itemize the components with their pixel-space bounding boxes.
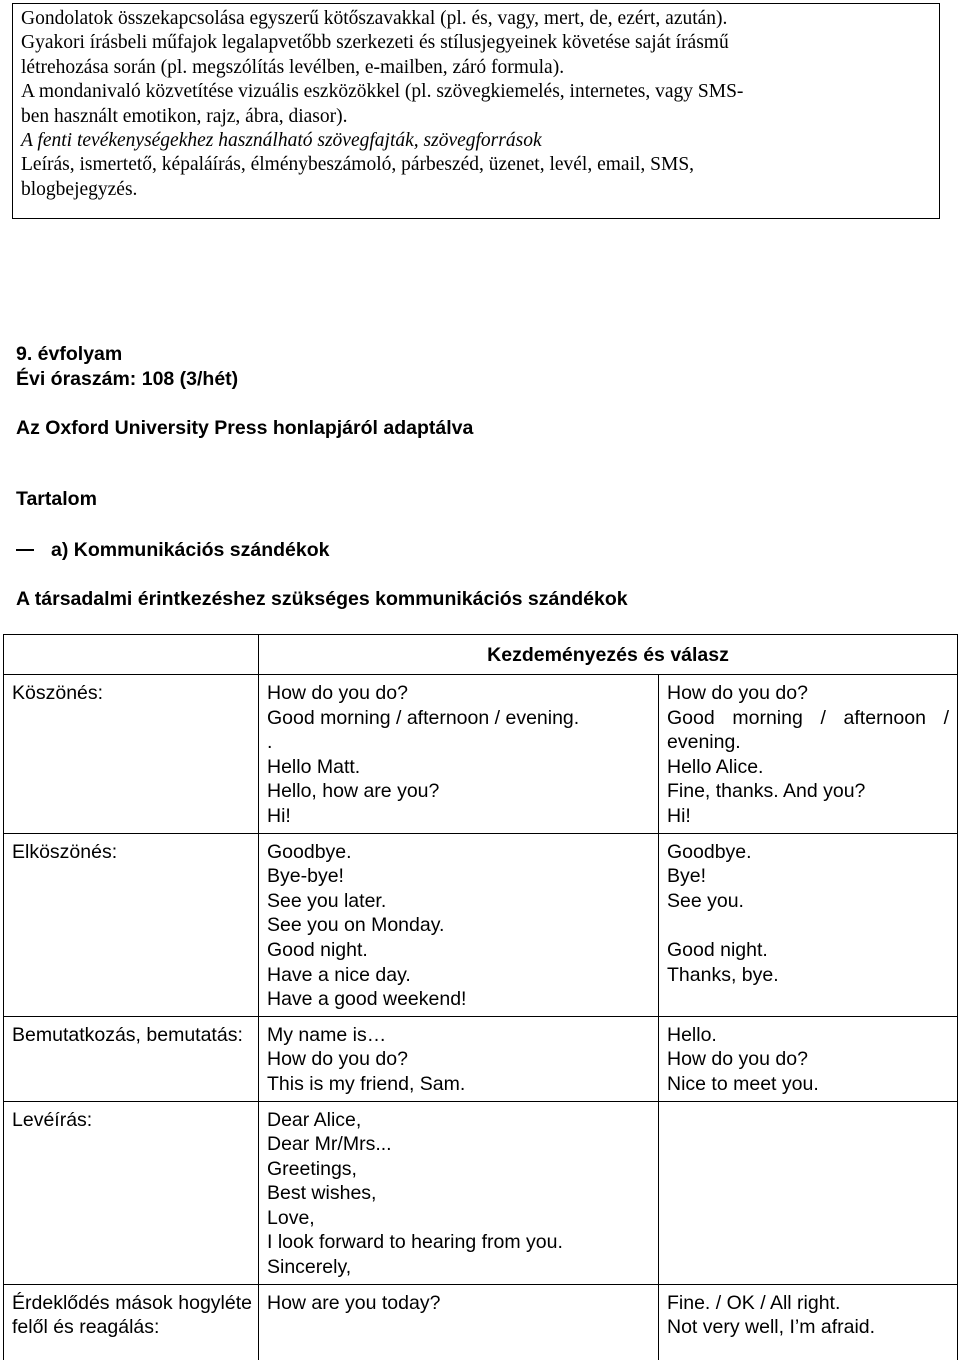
phrase: Not very well, I’m afraid.: [667, 1316, 876, 1339]
initiation-cell: [259, 675, 659, 834]
table-header-row: [4, 635, 958, 675]
row-label: Elköszönés:: [4, 833, 259, 1016]
section-a-label: a) Kommunikációs szándékok: [51, 539, 330, 561]
phrase: Fine, thanks. And you?: [667, 780, 866, 803]
phrase: Goodbye.: [267, 840, 352, 863]
phrase: See you.: [667, 889, 744, 912]
table-row: [4, 833, 958, 1016]
phrase: How do you do?: [667, 1048, 808, 1071]
phrase: Good morning / afternoon / evening.: [267, 706, 580, 729]
contents-heading: Tartalom: [16, 488, 97, 510]
communication-table: [3, 634, 958, 1360]
initiation-cell: [259, 1101, 659, 1284]
box-line: Gondolatok összekapcsolása egyszerű kötőszavakkal (pl. és, vagy, mert, de, ezért, azután).: [21, 8, 728, 29]
response-cell-empty: [659, 1101, 958, 1284]
phrase: Goodbye.: [667, 840, 752, 863]
text-types-heading: A fenti tevékenységekhez használható szövegfajták, szövegforrások: [21, 130, 542, 152]
response-cell: [659, 1284, 958, 1360]
response-cell: [659, 675, 958, 834]
source-note: Az Oxford University Press honlapjáról adaptálva: [16, 417, 474, 439]
box-line: ben használt emotikon, rajz, ábra, diasor).: [21, 105, 348, 127]
text-types-line: Leírás, ismertető, képaláírás, élménybeszámoló, párbeszéd, üzenet, levél, email, SMS,: [21, 154, 695, 176]
phrase: Good night.: [267, 938, 368, 961]
phrase: .: [267, 731, 273, 754]
section-a-item: [16, 538, 330, 562]
phrase: Have a nice day.: [267, 963, 411, 986]
row-label: Érdeklődés mások hogyléte felől és reagálás:: [4, 1284, 259, 1360]
initiation-cell: [259, 833, 659, 1016]
phrase: evening.: [667, 731, 741, 754]
row-label: Levéírás:: [4, 1101, 259, 1284]
phrase: See you later.: [267, 889, 387, 912]
phrase: Good night.: [667, 938, 768, 961]
grade-heading: 9. évfolyam: [16, 343, 123, 365]
box-line: A mondanivaló közvetítése vizuális eszközökkel (pl. szövegkiemelés, internetes, vagy SMS-: [21, 81, 744, 103]
phrase: Greetings,: [267, 1157, 357, 1180]
box-line: Gyakori írásbeli műfajok legalapvetőbb szerkezeti és stílusjegyeinek követése saját írásmű: [21, 32, 729, 54]
box-line: létrehozása során (pl. megszólítás levélben, e-mailben, záró formula).: [21, 56, 565, 78]
phrase: Hi!: [267, 804, 291, 827]
table-row: [4, 1016, 958, 1101]
phrase: Hello Alice.: [667, 755, 764, 778]
phrase: Hi!: [667, 804, 691, 827]
phrase: Bye!: [667, 865, 707, 888]
phrase: Hello.: [667, 1023, 717, 1046]
initiation-cell: [259, 1284, 659, 1360]
phrase: Best wishes,: [267, 1182, 377, 1205]
response-cell: [659, 833, 958, 1016]
phrase: See you on Monday.: [267, 914, 445, 937]
table-row: [4, 1101, 958, 1284]
phrase: Sincerely,: [267, 1256, 352, 1279]
phrase: Hello Matt.: [267, 755, 361, 778]
annual-hours: Évi óraszám: 108 (3/hét): [16, 368, 239, 390]
phrase: Hello, how are you?: [267, 780, 440, 803]
phrase: How are you today?: [267, 1291, 441, 1314]
phrase: Have a good weekend!: [267, 988, 467, 1011]
phrase: [667, 913, 949, 938]
text-types-line: blogbejegyzés.: [21, 178, 138, 200]
table-row: [4, 675, 958, 834]
phrase: Dear Mr/Mrs...: [267, 1133, 392, 1156]
header-empty-cell: [4, 635, 259, 675]
row-label: Bemutatkozás, bemutatás:: [4, 1016, 259, 1101]
phrase: How do you do?: [267, 1048, 408, 1071]
response-cell: [659, 1016, 958, 1101]
phrase: I look forward to hearing from you.: [267, 1231, 563, 1254]
phrase: Fine. / OK / All right.: [667, 1291, 841, 1314]
table-header: Kezdeményezés és válasz: [259, 635, 958, 675]
dash-bullet: [16, 549, 34, 551]
phrase: Dear Alice,: [267, 1108, 362, 1131]
phrase: How do you do?: [267, 682, 408, 704]
phrase: Nice to meet you.: [667, 1072, 819, 1095]
phrase: My name is…: [267, 1023, 387, 1046]
phrase: Good morning / afternoon /: [667, 706, 950, 729]
subsection-heading: A társadalmi érintkezéshez szükséges kommunikációs szándékok: [16, 588, 628, 610]
table-row: [4, 1284, 958, 1360]
phrase: This is my friend, Sam.: [267, 1072, 466, 1095]
phrase: Love,: [267, 1206, 315, 1229]
row-label: Köszönés:: [4, 675, 259, 834]
phrase: Thanks, bye.: [667, 963, 779, 986]
phrase: How do you do?: [667, 682, 808, 704]
initiation-cell: [259, 1016, 659, 1101]
phrase: Bye-bye!: [267, 865, 344, 888]
curriculum-text-box: [12, 3, 940, 219]
